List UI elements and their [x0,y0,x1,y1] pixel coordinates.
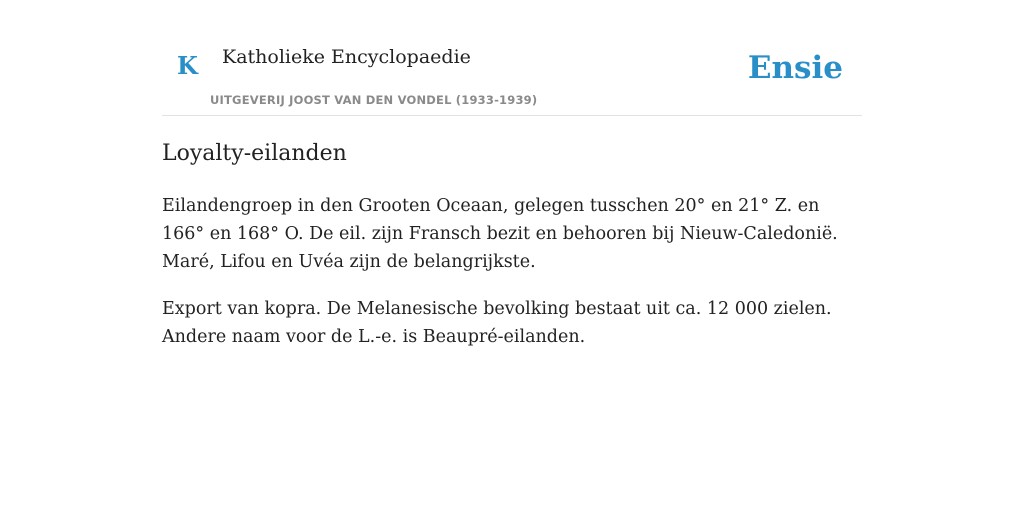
ensie-brand-link[interactable]: Ensie [747,50,843,86]
article-paragraph: Eilandengroep in den Grooten Oceaan, gelegen tusschen 20° en 21° Z. en 166° en 168° O. De eil. zijn Fransch bezit en behooren bij Nieuw-Caledonië. Maré, Lifou en Uvéa zijn de belangrijkste. [162,196,838,272]
publisher-label: UITGEVERIJ JOOST VAN DEN VONDEL (1933-1939) [210,93,538,107]
encyclopedia-logo-link[interactable]: K [177,51,198,80]
encyclopedia-title-link[interactable]: Katholieke Encyclopaedie [222,46,471,68]
article-title: Loyalty-eilanden [162,141,347,166]
article [162,138,862,351]
site-header [162,40,862,116]
article-paragraph: Export van kopra. De Melanesische bevolking bestaat uit ca. 12 000 zielen. Andere naam voor de L.-e. is Beaupré-eilanden. [162,299,832,347]
